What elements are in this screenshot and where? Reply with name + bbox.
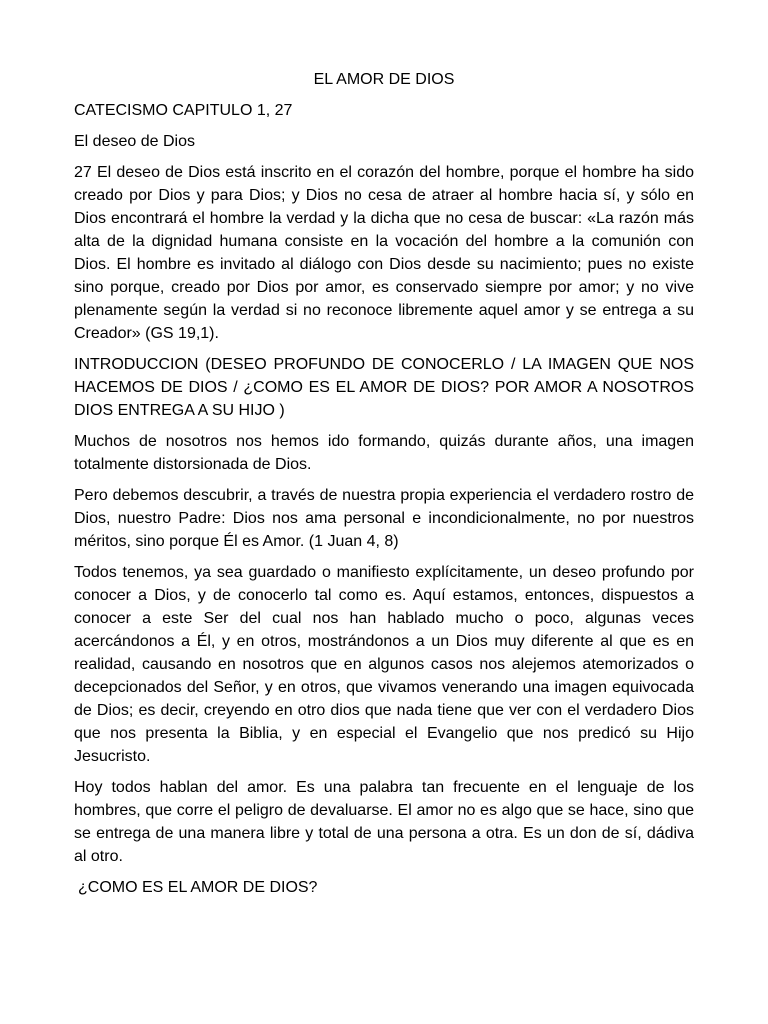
paragraph-imagen-distorsionada: Muchos de nosotros nos hemos ido formando, quizás durante años, una imagen totalmente distorsionada de Dios. [74, 433, 694, 473]
paragraph-deseo-profundo: Todos tenemos, ya sea guardado o manifiesto explícitamente, un deseo profundo por conocer a Dios, y de conocerlo tal como es. Aquí estamos, entonces, dispuestos a conocer a este Ser del cual nos han hablado mucho o poco, algunas veces acercándonos a Él, y en otros, mostrándonos a un Dios muy diferente al que es en realidad, causando en nosotros que en algunos casos nos alejemos atemorizados o decepcionados del Señor, y en otros, que vivamos venerando una imagen equivocada de Dios; es decir, creyendo en otro dios que nada tiene que ver con el verdadero Dios que nos presenta la Biblia, y en especial el Evangelio que nos predicó su Hijo Jesucristo. [74, 564, 694, 765]
section-heading: El deseo de Dios [74, 133, 195, 150]
paragraph-introduccion: INTRODUCCION (DESEO PROFUNDO DE CONOCERLO / LA IMAGEN QUE NOS HACEMOS DE DIOS / ¿COMO ES EL AMOR DE DIOS? POR AMOR A NOSOTROS DIOS ENTREGA A SU HIJO ) [74, 356, 694, 419]
paragraph-hoy-todos-hablan: Hoy todos hablan del amor. Es una palabra tan frecuente en el lenguaje de los hombres, que corre el peligro de devaluarse. El amor no es algo que se hace, sino que se entrega de una manera libre y total de una persona a otra. Es un don de sí, dádiva al otro. [74, 779, 694, 865]
document-title: EL AMOR DE DIOS [313, 71, 455, 88]
paragraph-catechism-27: 27 El deseo de Dios está inscrito en el corazón del hombre, porque el hombre ha sido creado por Dios y para Dios; y Dios no cesa de atraer al hombre hacia sí, y sólo en Dios encontrará el hombre la verdad y la dicha que no cesa de buscar: «La razón más alta de la dignidad humana consiste en la vocación del hombre a la comunión con Dios. El hombre es invitado al diálogo con Dios desde su nacimiento; pues no existe sino porque, creado por Dios por amor, es conservado siempre por amor; y no vive plenamente según la verdad si no reconoce libremente aquel amor y se entrega a su Creador» (GS 19,1). [74, 164, 694, 342]
paragraph-verdadero-rostro: Pero debemos descubrir, a través de nuestra propia experiencia el verdadero rostro de Dios, nuestro Padre: Dios nos ama personal e incondicionalmente, no por nuestros méritos, sino porque Él es Amor. (1 Juan 4, 8) [74, 487, 694, 550]
closing-heading: ¿COMO ES EL AMOR DE DIOS? [78, 879, 318, 896]
document-subtitle: CATECISMO CAPITULO 1, 27 [74, 102, 293, 119]
